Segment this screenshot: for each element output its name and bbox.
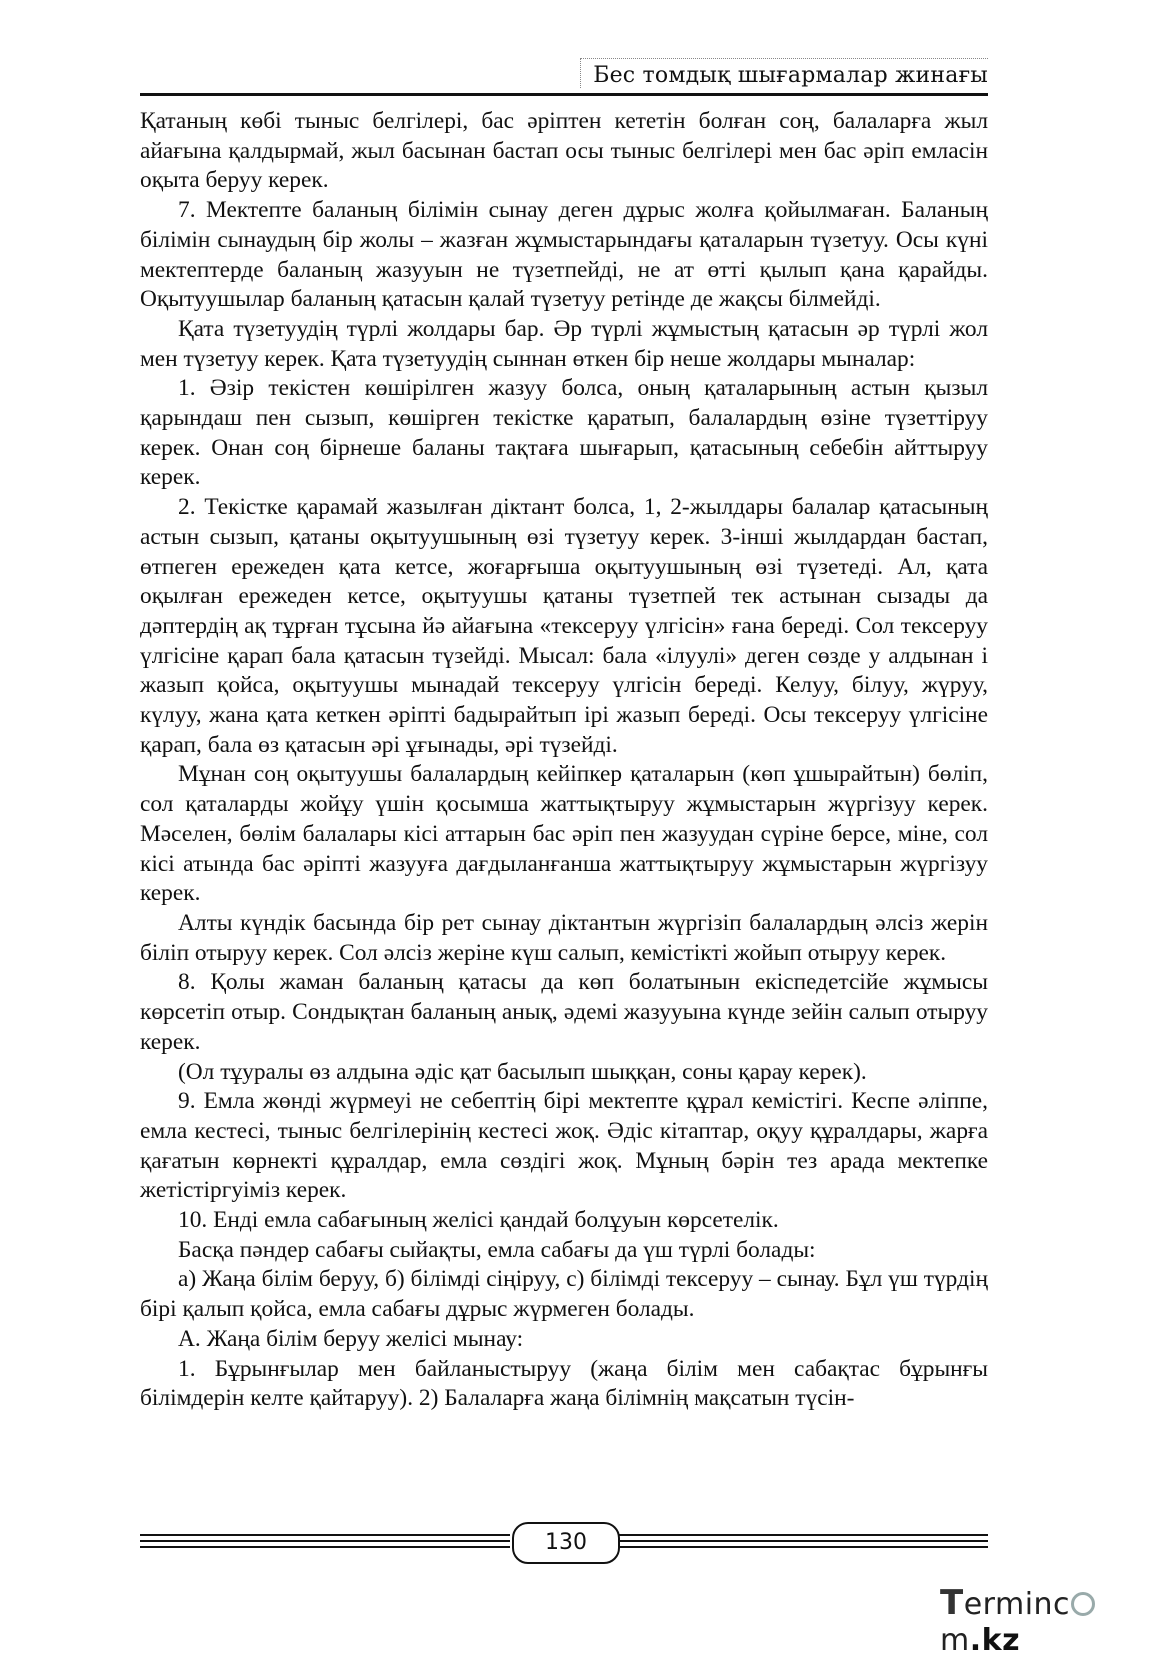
paragraph-9: (Ол тұуралы өз алдына әдіс қат басылып шыққан, соны қарау керек). (178, 1058, 867, 1085)
footer-rule (618, 1546, 988, 1548)
paragraph-12: Басқа пәндер сабағы сыйақты, емла сабағы да үш түрлі болады: (178, 1236, 816, 1263)
footer-rule (140, 1546, 510, 1548)
watermark-letter: T (940, 1583, 964, 1623)
paragraph-5: 2. Текістке қарамай жазылған діктант болса, 1, 2-жылдары балалар қатасының астын сызып, қатаны оқытуушының өзі түзетуу керек. 3-інші жылдардан бастап, өтпеген ережеден қата кетсе, жоғарғыша оқытуушының өзі түзетеді. Ал, қата оқылған ережеден кетсе, оқытуушы қатаны түзетпей тек астынан сызады да дәптердің ақ тұрған тұсына йә айағына «тексеруу үлгісін» ғана береді. Сол тексеруу үлгісіне қарап бала қатасын түзейді. Мысал: бала «ілуулі» деген сөзде у алдынан і жазып қойса, оқытуушы мынадай тексеруу үлгісін береді. Келуу, білуу, жүруу, күлуу, жана қата кеткен әріпті бадырайтып ірі жазып береді. Осы тексеруу үлгісіне қарап, бала өз қатасын әрі ұғынады, әрі түзейді. (140, 494, 988, 758)
paragraph-10: 9. Емла жөнді жүрмеуі не себептің бірі мектепте құрал кемістігі. Кеспе әліппе, емла кестесі, тыныс белгілерінің кестесі жоқ. Әдіс кітаптар, оқуу құралдары, жарға қағатын көрнекті құралдар, емла сөздігі жоқ. Мұның бәрін тез арада мектепке жетістіргуіміз керек. (140, 1088, 988, 1204)
page-number: 130 (512, 1522, 620, 1564)
magnifier-icon (1071, 1592, 1095, 1616)
watermark-text: m (940, 1623, 970, 1658)
running-header (140, 56, 988, 96)
paragraph-13: а) Жаңа білім беруу, б) білімді сіңіруу, с) білімді тексеруу – сынау. Бұл үш түрдің бірі қалып қойса, емла сабағы дұрыс жүрмеген болады. (140, 1266, 988, 1323)
paragraph-3: Қата түзетуудің түрлі жолдары бар. Әр түрлі жұмыстың қатасын әр түрлі жол мен түзетуу керек. Қата түзетуудің сыннан өткен бір неше жолдары мыналар: (140, 315, 988, 372)
paragraph-7: Алты күндік басында бір рет сынау діктантын жүргізіп балалардың әлсіз жерін біліп отыруу керек. Сол әлсіз жеріне күш салып, кемістікті жойып отыруу керек. (140, 909, 988, 966)
page-footer (140, 1522, 988, 1566)
watermark-logo (940, 1583, 1150, 1658)
body-text (140, 107, 988, 1414)
paragraph-15: 1. Бұрынғылар мен байланыстыруу (жаңа білім мен сабақтас бұрынғы білімдерін келте қайтаруу). 2) Балаларға жаңа білімнің мақсатын түсін- (140, 1355, 988, 1412)
watermark-text: erminc (963, 1587, 1071, 1622)
paragraph-6: Мұнан соң оқытуушы балалардың кейіпкер қаталарын (көп ұшырайтын) бөліп, сол қаталарды жойұу үшін қосымша жаттықтыруу жұмыстарын жүргізуу керек. Мәселен, бөлім балалары кісі аттарын бас әріп пен жазуудан сүріне берсе, міне, сол кісі атында бас әріпті жазууға дағдыланғанша жаттықтыруу жұмыстарын жүргізуу керек. (140, 761, 988, 907)
paragraph-2: 7. Мектепте баланың білімін сынау деген дұрыс жолға қойылмаған. Баланың білімін сынаудың бір жолы – жазған жұмыстарындағы қаталарын түзетуу. Осы күні мектептерде баланың жазууын не түзетпейді, не ат өтті қылып қана қарайды. Оқытуушылар баланың қатасын қалай түзетуу ретінде де жақсы білмейді. (140, 197, 988, 313)
footer-rule (618, 1534, 988, 1536)
footer-rule (618, 1540, 988, 1542)
paragraph-14: А. Жаңа білім беруу желісі мынау: (178, 1325, 524, 1352)
paragraph-4: 1. Әзір текістен көшірілген жазуу болса, оның қаталарының астын қызыл қарындаш пен сызып, көшірген текістке қаратып, балалардың өзіне түзеттіруу керек. Онан соң бірнеше баланы тақтаға шығарып, қатасының себебін айттыруу керек. (140, 375, 988, 491)
header-rule (140, 93, 988, 96)
paragraph-11: 10. Енді емла сабағының желісі қандай болұуын көрсетелік. (178, 1207, 779, 1234)
watermark-domain: .kz (969, 1623, 1021, 1658)
footer-rule (140, 1534, 510, 1536)
book-title: Бес томдық шығармалар жинағы (580, 58, 988, 88)
footer-rule (140, 1540, 510, 1542)
paragraph-1: Қатаның көбі тыныс белгілері, бас әріптен кететін болған соң, балаларға жыл айағына қалдырмай, жыл басынан бастап осы тыныс белгілері мен бас әріп емласін оқыта беруу керек. (140, 108, 988, 194)
paragraph-8: 8. Қолы жаман баланың қатасы да көп болатынын екіспедетсійе жұмысы көрсетіп отыр. Сондықтан баланың анық, әдемі жазууына күнде зейін салып отыруу керек. (140, 969, 988, 1055)
